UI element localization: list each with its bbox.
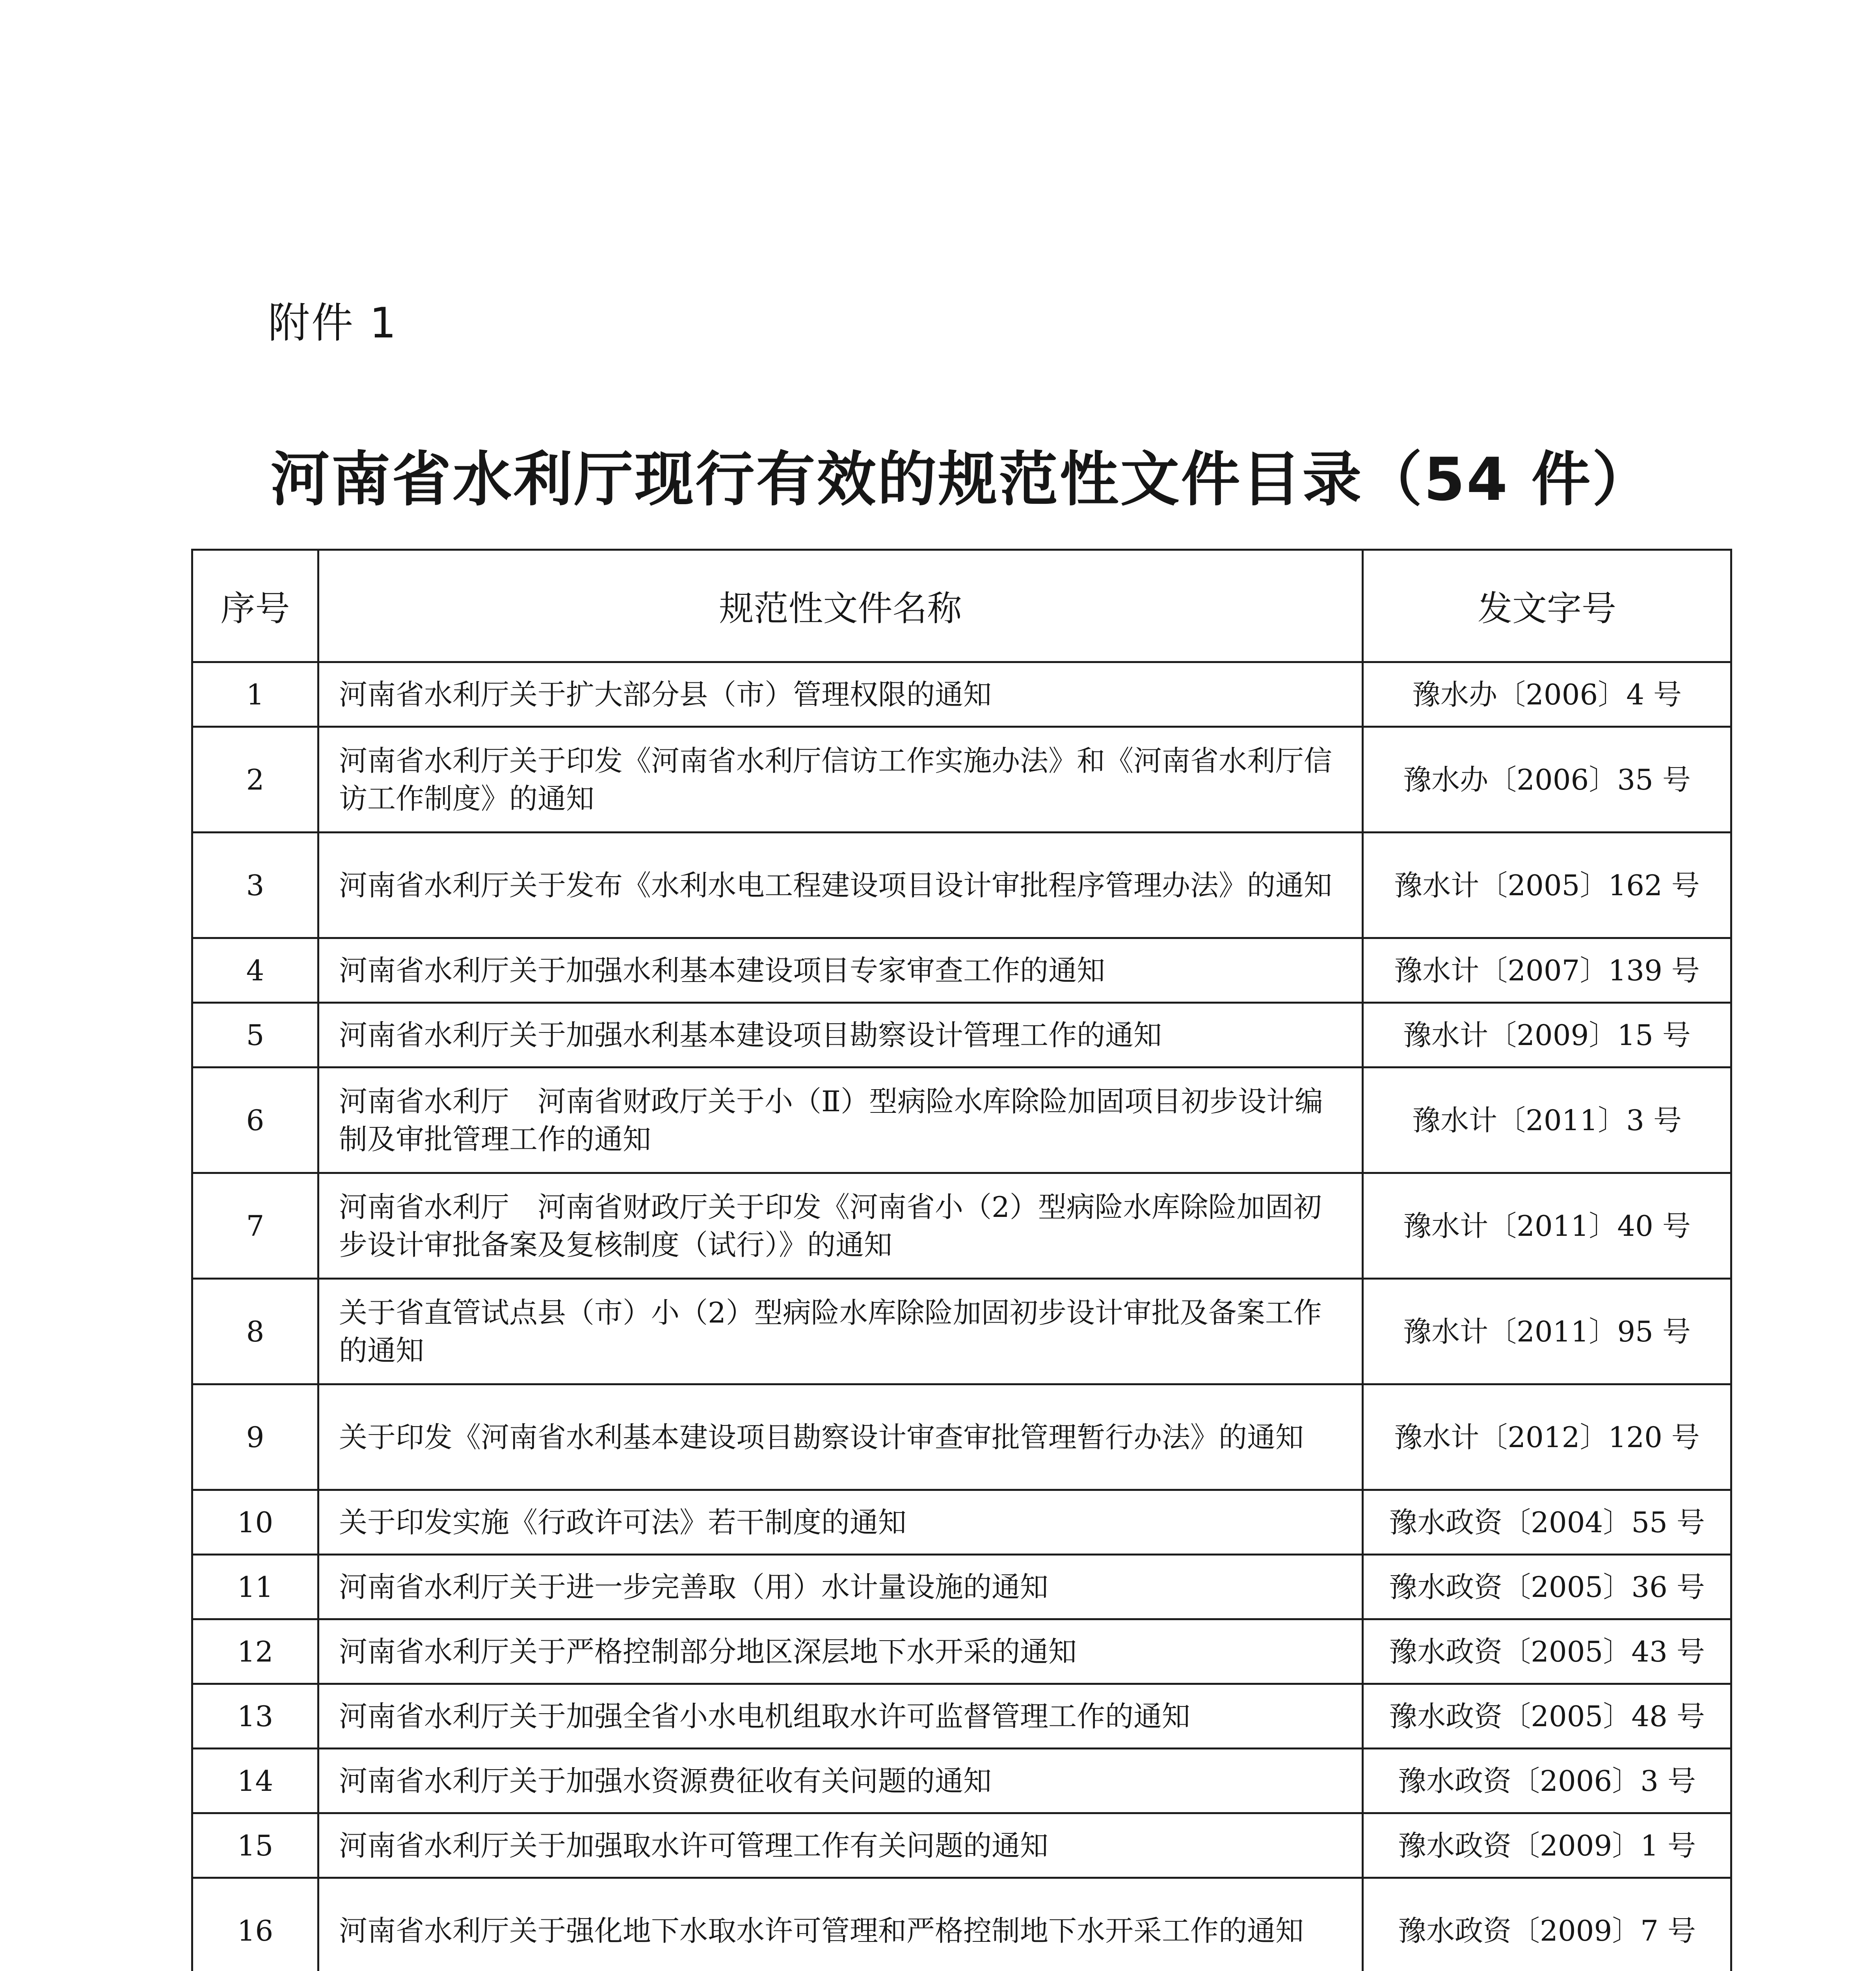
doc-no-cell: 豫水政资〔2006〕3 号 <box>1363 1749 1731 1813</box>
doc-no-cell: 豫水计〔2007〕139 号 <box>1363 938 1731 1003</box>
name-cell: 河南省水利厅关于进一步完善取（用）水计量设施的通知 <box>318 1555 1363 1619</box>
seq-cell: 10 <box>192 1490 318 1555</box>
name-cell: 河南省水利厅 河南省财政厅关于印发《河南省小（2）型病险水库除险加固初步设计审批备案及复核制度（试行）》的通知 <box>318 1173 1363 1279</box>
table-row <box>192 1813 1731 1878</box>
page-title: 河南省水利厅现行有效的规范性文件目录（54 件） <box>270 445 1653 514</box>
doc-no-cell: 豫水计〔2005〕162 号 <box>1363 833 1731 938</box>
name-cell: 河南省水利厅 河南省财政厅关于小（Ⅱ）型病险水库除险加固项目初步设计编制及审批管理工作的通知 <box>318 1067 1363 1173</box>
seq-cell: 1 <box>192 662 318 727</box>
table-row <box>192 938 1731 1003</box>
table-row <box>192 1067 1731 1173</box>
name-cell: 河南省水利厅关于扩大部分县（市）管理权限的通知 <box>318 662 1363 727</box>
name-cell: 河南省水利厅关于加强取水许可管理工作有关问题的通知 <box>318 1813 1363 1878</box>
seq-cell: 13 <box>192 1684 318 1749</box>
table-row <box>192 1490 1731 1555</box>
table-row <box>192 1555 1731 1619</box>
name-cell: 河南省水利厅关于加强全省小水电机组取水许可监督管理工作的通知 <box>318 1684 1363 1749</box>
table-row <box>192 1003 1731 1067</box>
name-cell: 河南省水利厅关于加强水利基本建设项目勘察设计管理工作的通知 <box>318 1003 1363 1067</box>
table-row <box>192 833 1731 938</box>
name-cell: 关于省直管试点县（市）小（2）型病险水库除险加固初步设计审批及备案工作的通知 <box>318 1279 1363 1384</box>
seq-cell: 6 <box>192 1067 318 1173</box>
header-name: 规范性文件名称 <box>318 550 1363 662</box>
doc-no-cell: 豫水政资〔2005〕43 号 <box>1363 1619 1731 1684</box>
doc-no-cell: 豫水计〔2011〕40 号 <box>1363 1173 1731 1279</box>
table-row <box>192 1749 1731 1813</box>
table-row <box>192 1173 1731 1279</box>
name-cell: 河南省水利厅关于强化地下水取水许可管理和严格控制地下水开采工作的通知 <box>318 1878 1363 1971</box>
name-cell: 河南省水利厅关于严格控制部分地区深层地下水开采的通知 <box>318 1619 1363 1684</box>
seq-cell: 4 <box>192 938 318 1003</box>
seq-cell: 11 <box>192 1555 318 1619</box>
seq-cell: 9 <box>192 1384 318 1490</box>
doc-no-cell: 豫水政资〔2004〕55 号 <box>1363 1490 1731 1555</box>
table-row <box>192 1384 1731 1490</box>
name-cell: 关于印发实施《行政许可法》若干制度的通知 <box>318 1490 1363 1555</box>
doc-no-cell: 豫水政资〔2005〕48 号 <box>1363 1684 1731 1749</box>
seq-cell: 2 <box>192 727 318 833</box>
name-cell: 关于印发《河南省水利基本建设项目勘察设计审查审批管理暂行办法》的通知 <box>318 1384 1363 1490</box>
doc-no-cell: 豫水计〔2011〕95 号 <box>1363 1279 1731 1384</box>
table-row <box>192 662 1731 727</box>
name-cell: 河南省水利厅关于发布《水利水电工程建设项目设计审批程序管理办法》的通知 <box>318 833 1363 938</box>
seq-cell: 14 <box>192 1749 318 1813</box>
name-cell: 河南省水利厅关于加强水利基本建设项目专家审查工作的通知 <box>318 938 1363 1003</box>
seq-cell: 5 <box>192 1003 318 1067</box>
header-doc-no: 发文字号 <box>1363 550 1731 662</box>
doc-no-cell: 豫水计〔2011〕3 号 <box>1363 1067 1731 1173</box>
attachment-label: 附件 1 <box>268 299 398 347</box>
table-header-row <box>192 550 1731 662</box>
doc-no-cell: 豫水政资〔2009〕1 号 <box>1363 1813 1731 1878</box>
seq-cell: 16 <box>192 1878 318 1971</box>
doc-no-cell: 豫水计〔2012〕120 号 <box>1363 1384 1731 1490</box>
name-cell: 河南省水利厅关于加强水资源费征收有关问题的通知 <box>318 1749 1363 1813</box>
table-row <box>192 1619 1731 1684</box>
doc-no-cell: 豫水办〔2006〕4 号 <box>1363 662 1731 727</box>
doc-no-cell: 豫水政资〔2009〕7 号 <box>1363 1878 1731 1971</box>
name-cell: 河南省水利厅关于印发《河南省水利厅信访工作实施办法》和《河南省水利厅信访工作制度》的通知 <box>318 727 1363 833</box>
seq-cell: 12 <box>192 1619 318 1684</box>
seq-cell: 8 <box>192 1279 318 1384</box>
doc-no-cell: 豫水办〔2006〕35 号 <box>1363 727 1731 833</box>
table-row <box>192 1279 1731 1384</box>
table-row <box>192 1878 1731 1971</box>
table-row <box>192 727 1731 833</box>
header-seq: 序号 <box>192 550 318 662</box>
seq-cell: 3 <box>192 833 318 938</box>
doc-no-cell: 豫水政资〔2005〕36 号 <box>1363 1555 1731 1619</box>
seq-cell: 7 <box>192 1173 318 1279</box>
document-catalog-table <box>191 549 1732 1971</box>
doc-no-cell: 豫水计〔2009〕15 号 <box>1363 1003 1731 1067</box>
table-row <box>192 1684 1731 1749</box>
seq-cell: 15 <box>192 1813 318 1878</box>
